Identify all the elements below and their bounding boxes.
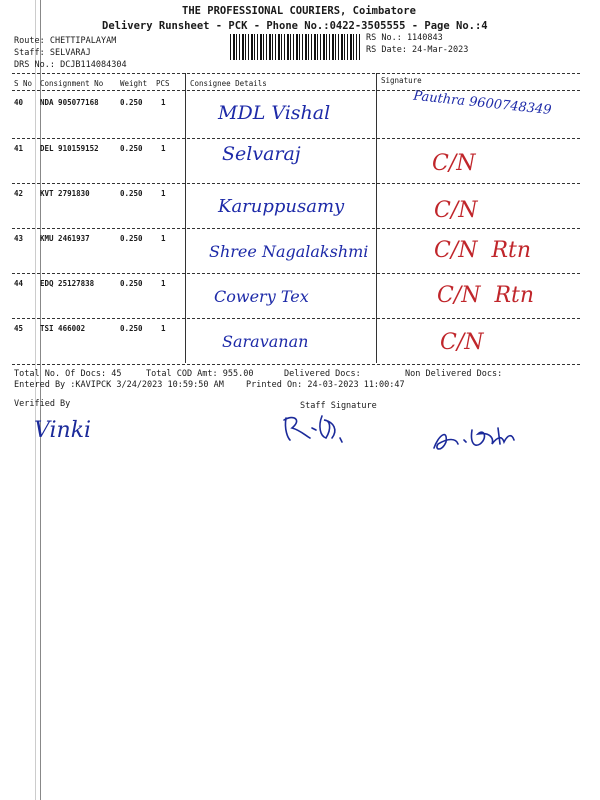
company-title: THE PROFESSIONAL COURIERS, Coimbatore <box>182 5 416 17</box>
verified-signature: Vinki <box>34 418 92 443</box>
drs-value: DCJB114084304 <box>60 60 127 70</box>
row-consignment: NDA 905077168 <box>40 98 99 107</box>
row-pcs: 1 <box>161 279 166 288</box>
row-pcs: 1 <box>161 234 166 243</box>
divider <box>12 318 580 319</box>
staff-signature-mark <box>280 408 360 448</box>
row-signature-handwritten: C/N <box>434 198 478 223</box>
rs-number: RS No.: 1140843 <box>366 33 443 43</box>
row-signature-handwritten: C/N <box>440 330 484 355</box>
column-divider <box>376 73 377 363</box>
total-docs: Total No. Of Docs: 45 <box>14 369 122 379</box>
row-weight: 0.250 <box>120 144 143 153</box>
drs-label: DRS No.: <box>14 60 55 70</box>
col-header-consignment: Consignment No <box>40 79 104 88</box>
row-consignee-handwritten: Shree Nagalakshmi <box>209 242 369 261</box>
row-sno: 45 <box>14 324 24 333</box>
staff-value: SELVARAJ <box>49 48 91 58</box>
row-consignment: EDQ 25127838 <box>40 279 95 288</box>
row-consignment: TSI 466002 <box>40 324 86 333</box>
row-pcs: 1 <box>161 189 166 198</box>
row-sno: 43 <box>14 234 24 243</box>
divider <box>12 183 580 184</box>
row-signature-handwritten: C/N Rtn <box>437 283 535 308</box>
row-pcs: 1 <box>161 144 166 153</box>
barcode <box>230 34 360 60</box>
row-signature-handwritten: Pauthra 9600748349 <box>412 88 553 119</box>
entered-by: Entered By :KAVIPCK 3/24/2023 10:59:50 AM <box>14 380 224 390</box>
row-weight: 0.250 <box>120 234 143 243</box>
staff-line <box>14 48 91 58</box>
rs-date: RS Date: 24-Mar-2023 <box>366 45 469 55</box>
divider <box>12 138 580 139</box>
row-weight: 0.250 <box>120 98 143 107</box>
signature-mark <box>428 418 528 458</box>
printed-on: Printed On: 24-03-2023 11:00:47 <box>246 380 405 390</box>
staff-label: Staff: <box>14 48 45 58</box>
divider <box>12 228 580 229</box>
divider <box>12 73 580 74</box>
row-consignee-handwritten: Saravanan <box>222 332 309 351</box>
non-delivered-docs: Non Delivered Docs: <box>405 369 503 379</box>
runsheet-title: Delivery Runsheet - PCK - Phone No.:0422-3505555 - Page No.:4 <box>102 20 488 32</box>
row-sno: 44 <box>14 279 24 288</box>
col-header-weight: Weight <box>120 79 148 88</box>
route-label: Route: <box>14 36 45 46</box>
verified-by-label: Verified By <box>14 399 71 409</box>
total-cod: Total COD Amt: 955.00 <box>146 369 254 379</box>
route-line <box>14 36 116 46</box>
staff-signature-label: Staff Signature <box>300 401 377 411</box>
divider <box>12 273 580 274</box>
col-header-signature: Signature <box>381 76 422 85</box>
col-header-sno: S No <box>14 79 33 88</box>
row-consignee-handwritten: MDL Vishal <box>218 102 331 124</box>
row-signature-handwritten: C/N <box>432 151 476 176</box>
divider <box>12 364 580 365</box>
row-pcs: 1 <box>161 98 166 107</box>
row-consignment: KVT 2791830 <box>40 189 90 198</box>
delivered-docs: Delivered Docs: <box>284 369 361 379</box>
route-value: CHETTIPALAYAM <box>49 36 117 46</box>
row-sno: 42 <box>14 189 24 198</box>
row-consignment: DEL 910159152 <box>40 144 99 153</box>
col-header-consignee: Consignee Details <box>190 79 267 88</box>
divider <box>12 90 580 91</box>
col-header-pcs: PCS <box>156 79 170 88</box>
row-consignee-handwritten: Karuppusamy <box>218 196 345 217</box>
drs-line <box>14 60 127 70</box>
column-divider <box>185 73 186 363</box>
row-weight: 0.250 <box>120 324 143 333</box>
row-sno: 40 <box>14 98 24 107</box>
row-weight: 0.250 <box>120 189 143 198</box>
row-consignee-handwritten: Cowery Tex <box>214 287 309 306</box>
row-pcs: 1 <box>161 324 166 333</box>
row-consignment: KMU 2461937 <box>40 234 90 243</box>
row-sno: 41 <box>14 144 24 153</box>
row-consignee-handwritten: Selvaraj <box>222 143 301 165</box>
row-weight: 0.250 <box>120 279 143 288</box>
row-signature-handwritten: C/N Rtn <box>434 238 532 263</box>
